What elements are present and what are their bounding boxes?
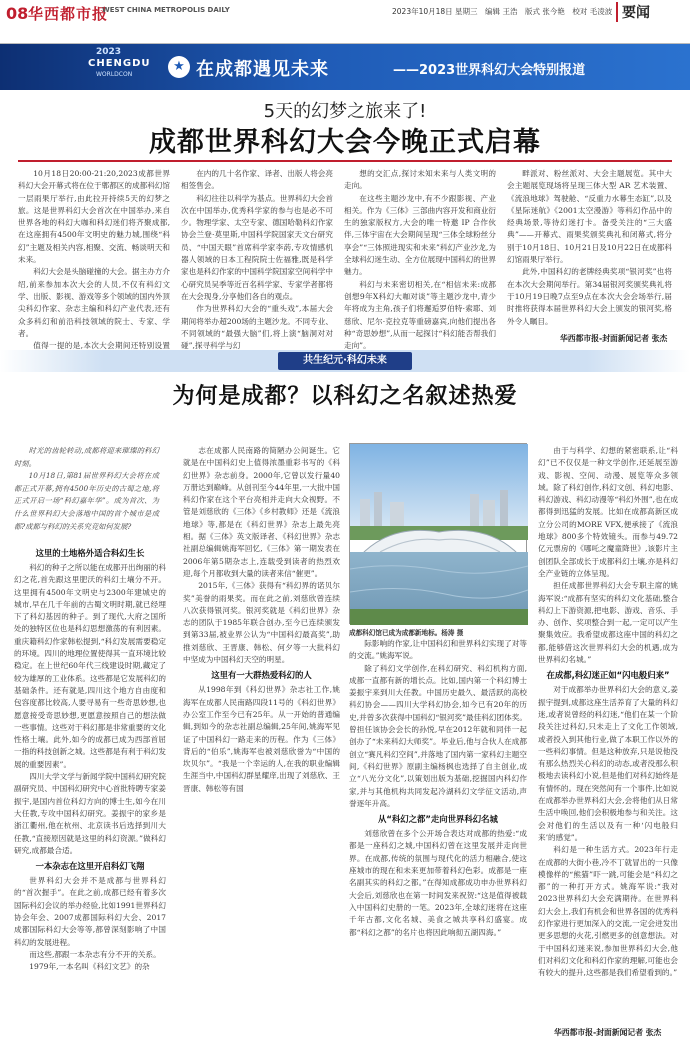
- article1-headline: 成都世界科幻大会今晚正式启幕: [149, 127, 541, 158]
- paragraph: 时光的齿轮转动,成都将迎来璀璨的科幻时刻。: [14, 446, 159, 468]
- article1-column-1: [18, 168, 170, 351]
- paragraph: 2015年,《三体》获得有“科幻界的诺贝尔奖”美誉的雨果奖。而在此之前,刘慈欣曾连续八次获得银河奖。银河奖就是《科幻世界》杂志的团队于1985年联合创办,至今已连续颁发到第33届,被业界公认为“中国科幻最高奖”,助推刘慈欣、王晋康、韩松、何夕等一大批科幻中坚成为中国科幻天空的明星。: [183, 581, 340, 665]
- paragraph: 科幻是一种生活方式。2023年行走在成都的大街小巷,冷不丁就冒出的一只像模像样的“熊猫”吓一跳,可能会是“科幻之都”的一种打开方式。姚海军说:“我对2023世界科幻大会充满期待。在世界科幻大会上,我们有机会和世界各国的优秀科幻作家进行更加深入的交流,一定会迸发出更多思想的火花,引燃更多的创意想法。对于中国科幻迷来说,参加世界科幻大会,他们对科幻文化和科幻作家的理解,可能也会有较大的提升,这些都是我们希望看到的。”: [538, 845, 678, 978]
- paragraph: 担任成都世界科幻大会专职主席的姚海军说:“成都有坚实的科幻文化基础,整合科幻上下游资源,把电影、游戏、音乐、手办、创作、奖项整合到一起,一定可以产生聚集效应。我希望成都这座中国的科幻之都,能够借这次世界科幻大会的机遇,成为世界科幻名城。”: [538, 581, 678, 665]
- article1-column-3: [344, 168, 496, 351]
- article2-column-2: [183, 445, 340, 1039]
- article2-column-4: [538, 445, 678, 1023]
- paragraph: 除了科幻文学创作,在科幻研究、科幻机构方面,成都一直都有新的增长点。比如,国内第一个科幻博士姜振宇来到川大任教。中国历史最久、最活跃的高校科幻协会——四川大学科幻协会,如今已有20年的历史,并曾多次获得中国科幻“银河奖”最佳科幻团体奖。曾担任该协会会长的孙悦,早在2012年就和同伴一起创办了“未来科幻大师奖”。毕业后,他与合伙人在成都创立“赛凡科幻空间”,并落地了国内第一家科幻主题空间,《科幻世界》原副主编杨枫也选择了自主创业,成立“八光分文化”,以策划出版为基础,挖掘国内科幻作家,并与其他机构共同发起冷湖科幻文学征文活动,声誉逐年升高。: [349, 663, 527, 808]
- article2-column-3: [349, 638, 527, 1039]
- divider: [18, 160, 672, 162]
- subheading: 这里的土地格外适合科幻生长: [35, 548, 145, 558]
- dateline: 2023年10月18日 星期三 编辑 王浩 版式 张今艳 校对 毛凌波: [392, 7, 613, 16]
- article2-lead: [14, 445, 159, 533]
- worldcon-logo-city: CHENGDU: [88, 58, 151, 69]
- paragraph: 10月18日20:00-21:20,2023成都世界科幻大会开幕式将在位于郫都区的成都科幻馆一层雨果厅举行,由此拉开持续5天的幻梦之旅。这是世界科幻大会首次在中国举办,来自世界各地的科幻大咖和科幻迷们将齐聚成都,在这座拥有4500年文明史的魅力城,围绕“科幻”主题及相关内容,相聚、交流、畅谈明天和未来。: [18, 169, 170, 265]
- paragraph: 科幻往往以科学为基点。世界科幻大会首次在中国举办,优秀科学家的参与也是必不可少。物理学家、太空专家、德国哈勒科幻作家协会兰登·莫里斯,中国科学院国家天文台研究员、“中国天眼”首席科学家李菂,专攻情感机器人领域的日本工程院院士佐福雅,既是科学家也是科幻作家的中国科学院国家空间科学中心研究员吴季等近百名科学家、专家学者都将在大会现身,分享他们各自的观点。: [181, 193, 333, 301]
- article1-column-2: [181, 168, 333, 351]
- masthead-logo: 华西都市报: [28, 5, 109, 23]
- worldcon-logo-text: WORLDCON: [96, 71, 133, 78]
- article2-credit: 华西都市报-封面新闻记者 张杰: [554, 1028, 662, 1037]
- photo-science-fiction-museum: [349, 443, 527, 624]
- article1-column-4: [507, 168, 672, 328]
- photo-caption: 成都科幻馆已成为成都新地标。杨涛 摄: [349, 629, 464, 637]
- paragraph: 由于与科学、幻想的紧密联系,让“科幻”已不仅仅是一种文学创作,还延展至游戏、影视、空间、动漫、展览等众多领域。除了科幻创作,科幻文创、科幻电影、科幻游戏、科幻动漫等“科幻外围”,也在成都得到迅猛的发展。比如在成都高新区成立分公司的MORE VFX,便承接了《流浪地球》800多个特效镜头。而参与49.72亿元票房的《哪吒之魔童降世》,该影片主创团队全部成长于成都科幻土壤,亦是科幻全产业链的立体呈现。: [538, 446, 678, 578]
- paragraph: 科幻与未来密切相关,在“相信未来:成都创想9年X科幻大咖对谈”等主题沙龙中,青少年将成为主角,孩子们将邂逅罗伯特·索耶、刘慈欣、尼尔·克拉克等重磅嘉宾,向他们提出各种“奇思妙想”,从而一起探讨“科幻能否帮我们走向”。: [344, 279, 496, 351]
- paragraph: 此外,中国科幻的老牌经典奖项“银河奖”也将在本次大会期间举行。第34届银河奖颁奖典礼将于10月19日晚7点至9点在本次大会会场举行,届时推将获得本届世界科幻大会上颁发的银河奖,格外令人瞩目。: [507, 267, 672, 326]
- page-number: 08: [6, 4, 29, 23]
- banner-subtitle: ——2023世界科幻大会特别报道: [393, 63, 586, 78]
- subheading: 在成都,科幻迷正如“闪电般归来”: [546, 670, 670, 681]
- paragraph: 对于成都举办世界科幻大会的意义,姜振宇提到,成都这座生活养育了大量的科幻迷,或者说曾经的科幻迷,“他们在某一个阶段关注过科幻,只未走上了文化工作领域,或者投入到其他行业,做了本职工作以外的一些科幻事情。但是这种放弃,只是说他没有那么热烈关心科幻的动态,或者没那么积极地去读科幻小说,但是他们对科幻始终是有情怀的。现在突然间有一个事件,比如说在成都举办世界科幻大会,会将他们从日常生活中唤回,他们会积极地参与和关注。这会对他们的生活以及有一种‘闪电般归来’的感觉”。: [538, 685, 678, 842]
- paragraph: 志在成都人民南路的简陋办公间诞生。它就是在中国科幻史上值得浓墨重彩书写的《科幻世界》杂志前身。2000年,它曾以发行量40万册达到巅峰。从创刊至今44年里,一大批中国科幻作家在这个平台亮相并走向大众视野。不管是刘慈欣的《三体》《乡村教师》还是《流浪地球》等,都是在《科幻世界》杂志上最先亮相。据《三体》英文版译者、《科幻世界》杂志社副总编辑姚海军回忆,《三体》第一期发表在2006年第5期杂志上,连载受到读者的热烈欢迎,每个月都收到大量的读者来信“催更”。: [183, 446, 340, 578]
- subheading: 这里有一大群热爱科幻的人: [211, 670, 312, 681]
- star-icon: ★: [168, 56, 190, 78]
- article2-headline: 为何是成都？以科幻之名叙述热爱: [172, 384, 518, 409]
- subheading: 从“科幻之都”走向世界科幻名城: [378, 814, 498, 825]
- paragraph: 10月18日,第81届世界科幻大会将在成都正式开幕,拥有4500年历史的古蜀之地,将正式开启一场“科幻嘉年华”。成为首次、为什么世界科幻大会落地中国的首个城市是成都?成都与科幻的关系究竟如何发展?: [14, 471, 159, 531]
- banner-title: 在成都遇见未来: [196, 59, 329, 80]
- paragraph: 际影响的作家,让中国科幻和世界科幻实现了对等的交流。”姚海军说。: [349, 639, 527, 661]
- paragraph: 想的交汇点,探讨未知未来与人类文明的走向。: [344, 169, 496, 191]
- paragraph: 作为世界科幻大会的“重头戏”,本届大会期间将举办超200场的主题沙龙。不同专业、不同领域的“最强大脑”们,将上演“脑洞对对碰”,探寻科学与幻: [181, 304, 333, 351]
- paragraph: 而这些,都跟一本杂志有分不开的关系。: [29, 949, 161, 959]
- paragraph: 在这些主题沙龙中,有不少跟影视、产业相关。作为《三体》三部曲内容开发和商业衍生的独家版权方,大会的唯一特邀 IP 合作伙伴,三体宇宙在大会期间呈现“三体全球粉丝分享会”“三体照进现实和未来”科幻产业沙龙,为全球科幻迷生动、全方位展现中国科幻的世界魅力。: [344, 193, 496, 277]
- section-label: 要闻: [616, 2, 650, 22]
- paragraph: 1979年,一本名叫《科幻文艺》的杂: [29, 962, 150, 972]
- page-header: [0, 0, 690, 44]
- worldcon-logo-year: 2023: [96, 47, 122, 57]
- paragraph: 科幻大会是头脑碰撞的大会。据主办方介绍,前来参加本次大会的人员,不仅有科幻文学、出版、影视、游戏等多个领域的国内外顶尖科幻作家、杂志主编和科幻产业代表,还有众多科幻和前沿科技领域的院士、专家、学者。: [18, 267, 170, 338]
- masthead-english: WEST CHINA METROPOLIS DAILY: [102, 6, 230, 14]
- article1-credit: 华西都市报-封面新闻记者 张杰: [560, 334, 668, 343]
- paragraph: 值得一提的是,本次大会期间还特别设置: [33, 341, 170, 351]
- paragraph: 世界科幻大会并不是成都与世界科幻的“首次握手”。在此之前,成都已经有着多次国际科幻会议的举办经验,比如1991世界科幻协会年会、2007成都国际科幻大会、2017成都国际科幻大会等等,都曾深刻影响了中国科幻的发展进程。: [14, 876, 166, 947]
- paragraph: 科幻的种子之所以能在成都开出绚丽的科幻之花,首先跟这里肥沃的科幻土壤分不开。这里拥有4500年文明史与2300年建城史的城市,早在几千年前的古蜀文明时期,就已经埋下了科幻基因的种子。到了现代,大府之国所处的独特区位也是科幻思想激荡的有利因素。重庆籍科幻作家韩松提到,“科幻发展需要稳定的环境。四川的地理位置使得其一直环境比较稳定。在上世纪60年代三线建设时期,藏定了较为雄厚的工业体系。这些都是它发展科幻的基础条件。还有就是,四川这个地方自由度和包容度都比较高,人要寻易有一些奇思妙想,也愿意接受奇思妙想,更愿意按照自己的想法做一些事情。这些对于科幻都是非常重要的文化性格土壤。此外,如今的成都已成为西部首屈一指的科技创新之城。这些都是有利于科幻发展的重要因素”。: [14, 563, 166, 769]
- paragraph: 在内的几十名作家、译者、出版人将会亮相签售会。: [181, 169, 333, 191]
- special-report-banner: [0, 44, 690, 90]
- section-band-tag: 共生纪元·科幻未来: [278, 352, 412, 370]
- paragraph: 刘慈欣曾在多个公开场合表达对成都的热爱:“成都是一座科幻之城,中国科幻曾在这里发展并走向世界。在成都,传统的氛围与现代化的活力相融合,使这座城市的现在和未来更加带着科幻色彩。成都是一座名副其实的科幻之都。”在得知成都成功申办世界科幻大会后,刘慈欣也在第一时间发来祝贺:“这是值得被载入中国科幻史册的一笔。2023年,全球幻迷将在这座千年古都,文化名城、美食之城共享科幻盛宴。成都“科幻之都”的名片也将因此响彻五湖四海。”: [349, 829, 527, 937]
- paragraph: 从1998年到《科幻世界》杂志社工作,姚海军在成都人民南路四段11号的《科幻世界》办公室工作至今已有25年。从一开始的普通编辑,到如今的杂志社副总编辑,25年间,姚海军见证了中国科幻一路走来的历程。作为《三体》背后的“伯乐”,姚海军也被刘慈欣誉为“中国的坎贝尔”。“我是一个幸运的人,在我的职业编辑生涯当中,中国科幻群星耀庠,出现了刘慈欣、王晋康、韩松等有国: [183, 685, 340, 793]
- subheading: 一本杂志在这里开启科幻飞翔: [35, 861, 145, 872]
- paragraph: 四川大学文学与新闻学院中国科幻研究院副研究员、中国科幻研究中心首批特聘专家姜振宇,是国内首位科幻方向的博士生,如今在川大任教,专攻中国科幻研究。姜振宇的家乡是浙江衢州,他在杭州、北京读书后选择到川大任教,“直接原因就是这里的科幻资源。”做科幻研究,成都最合适。: [14, 772, 166, 855]
- article1-kicker: 5天的幻梦之旅来了!: [263, 101, 427, 122]
- paragraph: 畔派对、粉丝派对、大会主题展览。其中大会主题展览现场将呈现三体大型 AR 艺术装置、《流浪地球》驾驶舱、“反重力水幕生态缸”,以及《星际迷航》《2001太空漫游》等科幻作品中的经典场景,等待幻迷打卡。备受关注的“三大盛典”——开幕式、雨果奖颁奖典礼和闭幕式,将分别于10月18日、10月21日及10月22日在成都科幻馆雨果厅举行。: [507, 169, 672, 265]
- article2-column-1: [14, 544, 166, 1039]
